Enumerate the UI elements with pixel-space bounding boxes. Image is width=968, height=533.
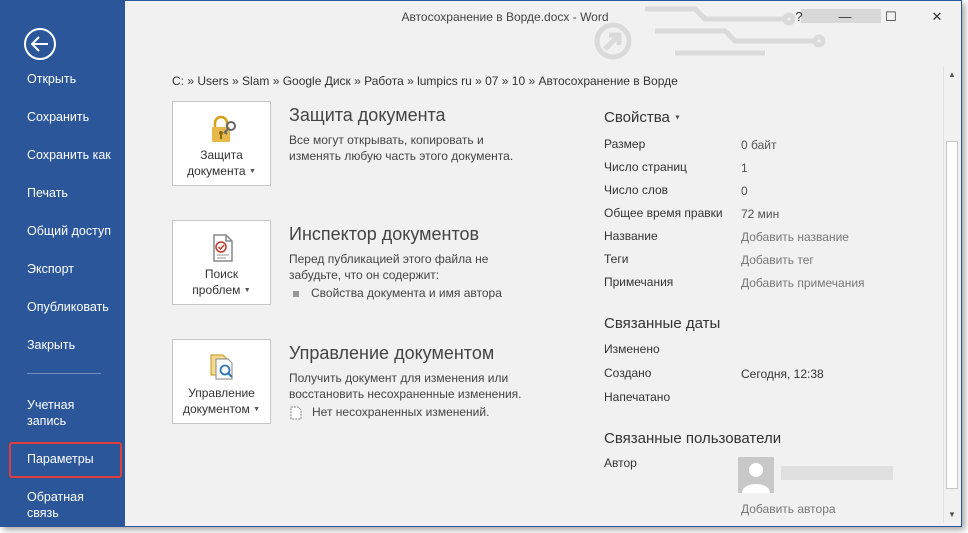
related-dates-heading: Связанные даты [604,315,721,332]
date-created-value: Сегодня, 12:38 [741,367,824,381]
inspect-bullet: Свойства документа и имя автора [293,286,502,300]
check-for-issues-label: Поиск проблем ▼ [192,267,251,297]
prop-comments-input[interactable]: Добавить примечания [741,276,865,290]
window-title: Автосохранение в Ворде.docx - Word [401,10,609,24]
chevron-down-icon: ▼ [243,286,251,294]
nav-feedback[interactable]: Обратная связь [27,490,84,520]
related-people-heading: Связанные пользователи [604,430,782,447]
inspect-document-title: Инспектор документов [289,224,480,244]
avatar [738,457,774,493]
help-button[interactable]: ? [795,9,803,24]
prop-pages-value: 1 [741,161,748,175]
protect-document-title: Защита документа [289,105,446,125]
author-name-blurred [781,466,893,480]
scroll-thumb[interactable] [946,141,958,489]
nav-divider [27,373,101,374]
inspect-document-icon [206,232,238,264]
check-for-issues-button[interactable] [172,220,271,305]
manage-bullet: Нет несохраненных изменений. [290,405,489,420]
nav-save[interactable]: Сохранить [27,110,90,124]
title-bar [125,1,961,35]
backstage-sidebar [1,1,125,526]
nav-share[interactable]: Общий доступ [27,224,111,238]
prop-pages-label: Число страниц [604,160,687,174]
manage-document-button[interactable] [172,339,271,424]
document-icon [290,406,302,420]
file-path-breadcrumb: C: » Users » Slam » Google Диск » Работа » lumpics ru » 07 » 10 » Автосохранение в Ворде [172,74,678,88]
prop-size-label: Размер [604,137,646,151]
date-modified-label: Изменено [604,342,660,356]
prop-title-label: Название [604,229,658,243]
protect-document-button[interactable] [172,101,271,186]
protect-document-label: Защита документа ▼ [187,148,256,178]
date-printed-label: Напечатано [604,390,671,404]
minimize-button[interactable]: — [838,9,852,24]
back-arrow-icon [31,36,49,52]
prop-tags-input[interactable]: Добавить тег [741,253,814,267]
person-icon [738,457,774,493]
add-author-link[interactable]: Добавить автора [741,502,836,516]
manage-document-icon [206,351,238,383]
chevron-down-icon: ▼ [253,405,261,413]
nav-export[interactable]: Экспорт [27,262,74,276]
prop-size-value: 0 байт [741,138,777,152]
maximize-button[interactable]: ☐ [885,9,897,24]
lock-key-icon [206,113,238,145]
manage-document-title: Управление документом [289,343,495,363]
manage-document-label: Управление документом ▼ [182,386,261,416]
nav-publish[interactable]: Опубликовать [27,300,109,314]
chevron-down-icon: ▼ [674,114,681,122]
properties-heading[interactable]: Свойства ▼ [604,109,681,126]
nav-options[interactable]: Параметры [27,452,94,466]
prop-words-value: 0 [741,184,748,198]
nav-save-as[interactable]: Сохранить как [27,148,111,162]
inspect-document-desc: Перед публикацией этого файла не забудьте, что он содержит: [289,252,489,282]
vertical-scrollbar[interactable] [943,67,959,523]
scroll-down-icon[interactable]: ▼ [948,510,956,519]
date-created-label: Создано [604,366,652,380]
nav-close[interactable]: Закрыть [27,338,76,352]
prop-comments-label: Примечания [604,275,674,289]
author-label: Автор [604,456,637,470]
close-button[interactable]: ✕ [931,9,943,24]
prop-edit-time-label: Общее время правки [604,206,723,220]
scroll-up-icon[interactable]: ▲ [948,70,956,79]
prop-tags-label: Теги [604,252,629,266]
chevron-down-icon: ▼ [248,167,256,175]
manage-document-desc: Получить документ для изменения или восстановить несохраненные изменения. [289,371,522,401]
prop-edit-time-value: 72 мин [741,207,780,221]
prop-words-label: Число слов [604,183,669,197]
nav-print[interactable]: Печать [27,186,68,200]
back-button[interactable] [24,28,56,60]
nav-open[interactable]: Открыть [27,72,77,86]
nav-account[interactable]: Учетная запись [27,398,75,428]
prop-title-input[interactable]: Добавить название [741,230,849,244]
bullet-square-icon [293,291,299,297]
protect-document-desc: Все могут открывать, копировать и изменять любую часть этого документа. [289,133,514,163]
